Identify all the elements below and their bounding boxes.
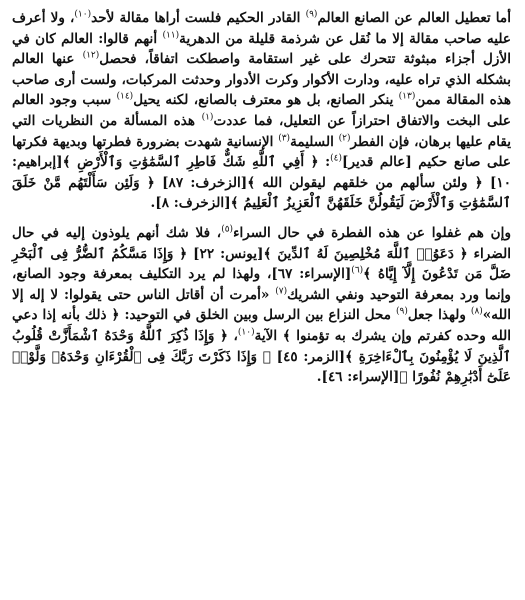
footnote-marker: (٦) [351,265,364,276]
paragraph-2 [12,223,511,388]
footnote-marker: (١) [201,112,214,123]
quran-quote: ﴿ دَعَوُا۟ ٱللَّهَ مُخْلِصِينَ لَهُ ٱلدِّينَ ﴾ [263,245,468,262]
text-segment: ولهذا جعل [407,307,471,324]
footnote-marker: (٩) [305,9,318,20]
text-segment: وإن هم غفلوا عن هذه الفطرة في حال السراء [233,224,512,241]
text-segment: الإنسانية شهدت بضرورة فطرتها وبديهة فكرتها على صانع حكيم [عالم قدير] [12,133,512,171]
text-segment: ، [227,327,238,344]
footnote-marker: (٢) [338,133,351,144]
text-segment: أنهم قالوا: العالم كان في الأزل أجزاء مبثوثة تتحرك على غير استقامة واصطكت اتفاقاً، فحصل [12,30,511,68]
text-segment: «أمرت أن أقاتل الناس حتى يقولوا: لا إله إلا الله» [12,286,511,324]
verse-reference: [الزخرف: ٨]. [150,195,231,212]
footnote-marker: (٧) [275,286,288,297]
text-segment: الآية [254,327,283,344]
verse-reference: [الزخرف: ٨٧] [162,174,248,191]
quran-quote: ﴿ وَإِذَا ذَكَرْتَ رَبَّكَ فِى ٱلْقُرْءَانِ وَحْدَهُۥ وَلَّوْا۟ عَلَىٰٓ أَدْبَٰرِهِمْ نُفُورًا ﴾ [12,348,511,386]
text-segment: عنها العالم بشكله الذي تراه عليه، ودارت الأكوار وكرت الأدوار وحدثت المركبات، ولست أرى صاحب هذه المقالة ممن [12,51,512,109]
text-segment: ينكر الصانع، بل هو معترف بالصانع، لكنه يحيل [133,92,399,109]
verse-reference: [إبراهيم: ١٠] [12,154,512,191]
verse-reference: [يونس: ٢٢] [193,245,264,262]
paragraph-1 [12,8,511,214]
text-segment: أما تعطيل العالم عن الصانع العالم [317,10,511,26]
text-segment: محل النزاع بين الرسل وبين الخلق في التوحيد: [119,307,396,324]
verse-reference: [الزمر: ٤٥] [276,348,346,365]
footnote-marker: (١١) [162,30,180,41]
text-segment: ، ولهذا لم يرد التكليف بمعرفة وجود الصانع، وإنما ورد بمعرفة التوحيد ونفي الشريك [12,266,511,303]
footnote-marker: (١٤) [116,91,134,102]
footnote-marker: (١٠) [74,9,92,20]
footnote-marker: (٥) [221,224,234,235]
footnote-marker: (٨) [470,306,483,317]
text-segment: هذه المسألة من النظريات التي يقام عليها برهان، فإن الفطر [12,112,511,150]
verse-reference: [الإسراء: ٦٧] [271,266,352,283]
quran-quote: ﴿ ولئن سألهم من خلقهم ليقولن الله ﴾ [247,174,490,191]
quran-quote: ﴿ وَإِذَا ذُكِرَ ٱللَّهُ وَحْدَهُ ٱشْمَأَزَّتْ قُلُوبُ ٱلَّذِينَ لَا يُؤْمِنُونَ بِٱلْءَاخِرَةِ ﴾ [12,327,511,365]
text-segment: ، ولا أعرف عليه صاحب مقالة إلا ما نُقل عن شرذمة قليلة من الدهرية [12,10,511,47]
text-segment: القادر الحكيم فلست أراها مقالة لأحد [91,10,306,26]
quran-quote: : ﴿ أَفِي ٱللَّهِ شَكٌّ فَاطِرِ ٱلسَّمَٰوَٰتِ وَٱلْأَرْضِ ﴾ [62,154,331,171]
footnote-marker: (٩) [396,306,408,317]
footnote-marker: (١٣) [398,91,416,102]
quran-quote: ﴿ ذلك بأنه إذا دعي الله وحده كفرتم وإن يشرك به تؤمنوا ﴾ [12,307,512,344]
text-segment: سبب وجود العالم على البخت والاتفاق احترازاً عن التعليل، فما عددت [12,92,511,129]
quran-quote: ﴿ وَلَئِن سَأَلْتَهُم مَّنْ خَلَقَ ٱلسَّمَٰوَٰتِ وَٱلْأَرْضَ لَيَقُولُنَّ خَلَقَهُنَّ ٱلْعَزِيزُ ٱلْعَلِيمُ ﴾ [12,174,511,212]
text-segment: ، فلا شك أنهم يلوذون إليه في حال الضراء [12,224,512,262]
footnote-marker: (٣) [278,133,291,144]
verse-reference: [الإسراء: ٤٦]. [316,369,400,386]
footnote-marker: (١٠) [237,327,255,338]
text-segment: السليمة [290,133,339,150]
footnote-marker: (٤) [330,153,343,164]
quran-quote: ﴿ وَإِذَا مَسَّكُمُ ٱلضُّرُّ فِى ٱلْبَحْرِ ضَلَّ مَن تَدْعُونَ إِلَّآ إِيَّاهُ ﴾ [12,245,511,283]
footnote-marker: (١٢) [82,50,100,61]
